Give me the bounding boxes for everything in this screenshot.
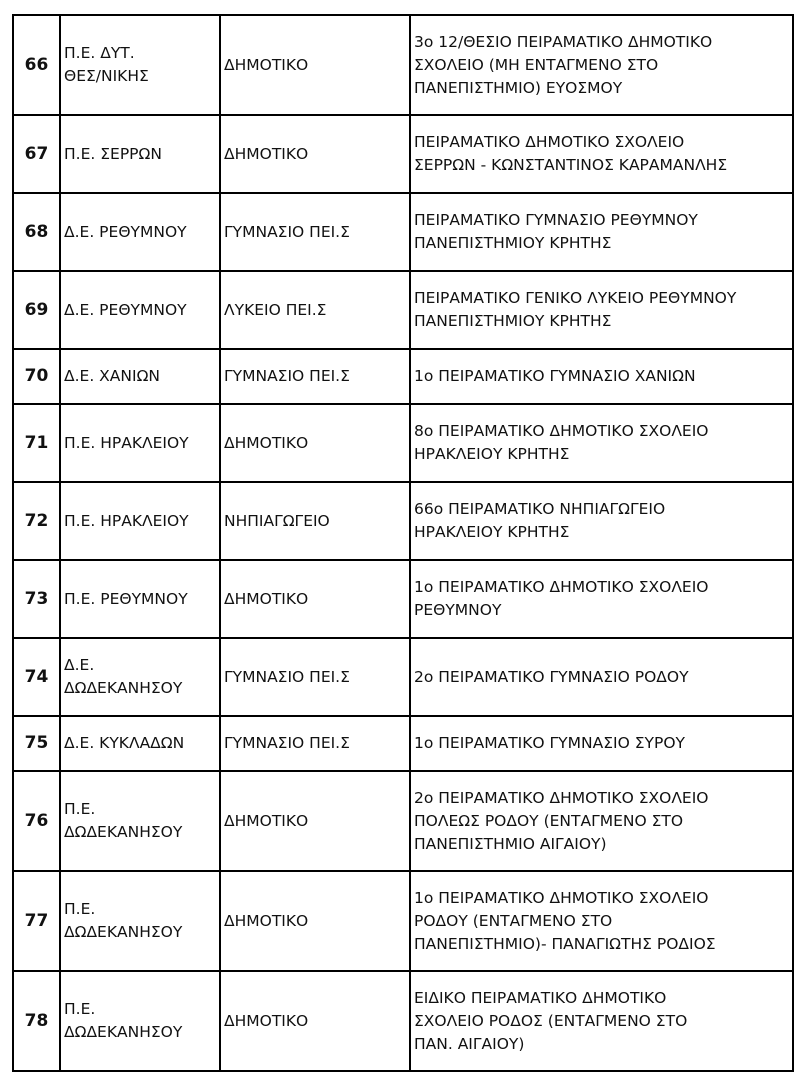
school-type-cell (220, 716, 410, 771)
directorate-cell-line: ΔΩΔΕΚΑΝΗΣΟΥ (64, 823, 183, 841)
row-number: 71 (13, 404, 60, 482)
directorate-cell-line: Π.Ε. ΗΡΑΚΛΕΙΟΥ (64, 433, 189, 452)
row-number: 70 (13, 349, 60, 404)
school-name-cell-line: 1ο ΠΕΙΡΑΜΑΤΙΚΟ ΓΥΜΝΑΣΙΟ ΧΑΝΙΩΝ (414, 367, 696, 385)
directorate-cell (60, 871, 220, 971)
directorate-cell (60, 349, 220, 404)
table-row (13, 871, 793, 971)
row-number: 77 (13, 871, 60, 971)
school-name-cell-line: ΕΙΔΙΚΟ ΠΕΙΡΑΜΑΤΙΚΟ ΔΗΜΟΤΙΚΟ (414, 988, 667, 1007)
directorate-cell-line: Π.Ε. ΗΡΑΚΛΕΙΟΥ (64, 511, 189, 530)
school-name-cell (410, 871, 793, 971)
table-row (13, 271, 793, 349)
school-type-cell (220, 560, 410, 638)
school-type-cell-line: ΔΗΜΟΤΙΚΟ (224, 1011, 309, 1030)
school-name-cell-line: ΠΑΝ. ΑΙΓΑΙΟΥ) (414, 1034, 525, 1053)
school-name-cell (410, 271, 793, 349)
row-number: 73 (13, 560, 60, 638)
schools-table (12, 14, 794, 1072)
school-type-cell-line: ΔΗΜΟΤΙΚΟ (224, 911, 309, 930)
row-number: 75 (13, 716, 60, 771)
directorate-cell-line: Π.Ε. (64, 900, 96, 918)
school-type-cell-line: ΓΥΜΝΑΣΙΟ ΠΕΙ.Σ (224, 734, 350, 752)
school-name-cell (410, 404, 793, 482)
school-type-cell (220, 15, 410, 115)
school-name-cell-line: ΠΑΝΕΠΙΣΤΗΜΙΟ) ΕΥΟΣΜΟΥ (414, 78, 623, 97)
row-number: 78 (13, 971, 60, 1071)
school-name-cell (410, 971, 793, 1071)
school-name-cell-line: ΠΑΝΕΠΙΣΤΗΜΙΟΥ ΚΡΗΤΗΣ (414, 312, 612, 330)
school-type-cell (220, 271, 410, 349)
table-row (13, 560, 793, 638)
directorate-cell-line: Δ.Ε. ΚΥΚΛΑΔΩΝ (64, 734, 185, 752)
row-number: 68 (13, 193, 60, 271)
table-row (13, 349, 793, 404)
row-number: 76 (13, 771, 60, 871)
directorate-cell (60, 15, 220, 115)
directorate-cell-line: ΔΩΔΕΚΑΝΗΣΟΥ (64, 679, 183, 697)
row-number: 67 (13, 115, 60, 193)
directorate-cell (60, 771, 220, 871)
school-name-cell-line: ΠΕΙΡΑΜΑΤΙΚΟ ΓΥΜΝΑΣΙΟ ΡΕΘΥΜΝΟΥ (414, 211, 698, 229)
table-row (13, 482, 793, 560)
table-row (13, 716, 793, 771)
school-name-cell-line: 3ο 12/ΘΕΣΙΟ ΠΕΙΡΑΜΑΤΙΚΟ ΔΗΜΟΤΙΚΟ (414, 32, 713, 51)
school-type-cell-line: ΔΗΜΟΤΙΚΟ (224, 811, 309, 830)
school-name-cell-line: ΡΟΔΟΥ (ΕΝΤΑΓΜΕΝΟ ΣΤΟ (414, 911, 613, 930)
school-type-cell (220, 404, 410, 482)
school-name-cell-line: 8ο ΠΕΙΡΑΜΑΤΙΚΟ ΔΗΜΟΤΙΚΟ ΣΧΟΛΕΙΟ (414, 422, 709, 440)
school-name-cell (410, 771, 793, 871)
school-name-cell-line: 1ο ΠΕΙΡΑΜΑΤΙΚΟ ΔΗΜΟΤΙΚΟ ΣΧΟΛΕΙΟ (414, 888, 709, 907)
school-name-cell-line: 66ο ΠΕΙΡΑΜΑΤΙΚΟ ΝΗΠΙΑΓΩΓΕΙΟ (414, 500, 666, 518)
school-name-cell (410, 15, 793, 115)
school-type-cell (220, 115, 410, 193)
directorate-cell (60, 193, 220, 271)
row-number: 72 (13, 482, 60, 560)
school-name-cell-line: ΗΡΑΚΛΕΙΟΥ ΚΡΗΤΗΣ (414, 445, 570, 463)
school-type-cell-line: ΔΗΜΟΤΙΚΟ (224, 589, 309, 608)
directorate-cell-line: Π.Ε. (64, 800, 96, 818)
table-row (13, 971, 793, 1071)
table-row (13, 404, 793, 482)
directorate-cell-line: Δ.Ε. (64, 656, 95, 674)
directorate-cell-line: ΘΕΣ/ΝΙΚΗΣ (64, 67, 149, 85)
table-row (13, 15, 793, 115)
school-name-cell (410, 193, 793, 271)
row-number: 74 (13, 638, 60, 716)
row-number: 66 (13, 15, 60, 115)
school-name-cell-line: ΠΕΙΡΑΜΑΤΙΚΟ ΔΗΜΟΤΙΚΟ ΣΧΟΛΕΙΟ (414, 133, 685, 151)
school-type-cell (220, 638, 410, 716)
school-type-cell-line: ΓΥΜΝΑΣΙΟ ΠΕΙ.Σ (224, 222, 350, 241)
school-type-cell (220, 482, 410, 560)
school-type-cell (220, 771, 410, 871)
schools-table-body (13, 15, 793, 1071)
school-type-cell (220, 349, 410, 404)
school-type-cell-line: ΔΗΜΟΤΙΚΟ (224, 55, 309, 74)
directorate-cell (60, 115, 220, 193)
row-number: 69 (13, 271, 60, 349)
school-type-cell-line: ΝΗΠΙΑΓΩΓΕΙΟ (224, 511, 330, 530)
school-name-cell-line: ΠΕΙΡΑΜΑΤΙΚΟ ΓΕΝΙΚΟ ΛΥΚΕΙΟ ΡΕΘΥΜΝΟΥ (414, 289, 737, 307)
directorate-cell-line: Δ.Ε. ΡΕΘΥΜΝΟΥ (64, 300, 187, 319)
school-name-cell (410, 115, 793, 193)
directorate-cell (60, 560, 220, 638)
directorate-cell (60, 271, 220, 349)
directorate-cell-line: Π.Ε. ΡΕΘΥΜΝΟΥ (64, 589, 188, 608)
directorate-cell-line: Π.Ε. ΣΕΡΡΩΝ (64, 144, 162, 163)
school-type-cell-line: ΓΥΜΝΑΣΙΟ ΠΕΙ.Σ (224, 367, 350, 385)
school-name-cell-line: ΣΕΡΡΩΝ - ΚΩΝΣΤΑΝΤΙΝΟΣ ΚΑΡΑΜΑΝΛΗΣ (414, 156, 728, 174)
school-name-cell-line: 1ο ΠΕΙΡΑΜΑΤΙΚΟ ΔΗΜΟΤΙΚΟ ΣΧΟΛΕΙΟ (414, 578, 709, 596)
school-name-cell-line: 1ο ΠΕΙΡΑΜΑΤΙΚΟ ΓΥΜΝΑΣΙΟ ΣΥΡΟΥ (414, 734, 685, 752)
table-row (13, 115, 793, 193)
school-name-cell-line: ΠΑΝΕΠΙΣΤΗΜΙΟ ΑΙΓΑΙΟΥ) (414, 834, 607, 853)
school-type-cell (220, 193, 410, 271)
directorate-cell (60, 404, 220, 482)
school-name-cell (410, 482, 793, 560)
directorate-cell (60, 638, 220, 716)
school-name-cell-line: 2ο ΠΕΙΡΑΜΑΤΙΚΟ ΔΗΜΟΤΙΚΟ ΣΧΟΛΕΙΟ (414, 788, 709, 807)
directorate-cell (60, 482, 220, 560)
directorate-cell-line: Δ.Ε. ΡΕΘΥΜΝΟΥ (64, 222, 187, 241)
directorate-cell (60, 716, 220, 771)
directorate-cell-line: ΔΩΔΕΚΑΝΗΣΟΥ (64, 1023, 183, 1041)
school-type-cell-line: ΔΗΜΟΤΙΚΟ (224, 144, 309, 163)
school-name-cell-line: 2ο ΠΕΙΡΑΜΑΤΙΚΟ ΓΥΜΝΑΣΙΟ ΡΟΔΟΥ (414, 667, 689, 686)
school-name-cell-line: ΗΡΑΚΛΕΙΟΥ ΚΡΗΤΗΣ (414, 523, 570, 541)
school-type-cell (220, 971, 410, 1071)
school-name-cell (410, 560, 793, 638)
table-row (13, 193, 793, 271)
school-name-cell (410, 349, 793, 404)
table-row (13, 771, 793, 871)
school-name-cell (410, 638, 793, 716)
school-name-cell-line: ΠΑΝΕΠΙΣΤΗΜΙΟ)- ΠΑΝΑΓΙΩΤΗΣ ΡΟΔΙΟΣ (414, 934, 716, 953)
school-name-cell-line: ΣΧΟΛΕΙΟ (ΜΗ ΕΝΤΑΓΜΕΝΟ ΣΤΟ (414, 55, 659, 74)
directorate-cell-line: Δ.Ε. ΧΑΝΙΩΝ (64, 367, 161, 385)
school-name-cell (410, 716, 793, 771)
school-type-cell-line: ΔΗΜΟΤΙΚΟ (224, 433, 309, 452)
school-name-cell-line: ΠΑΝΕΠΙΣΤΗΜΙΟΥ ΚΡΗΤΗΣ (414, 234, 612, 252)
school-type-cell-line: ΓΥΜΝΑΣΙΟ ΠΕΙ.Σ (224, 667, 350, 686)
directorate-cell-line: ΔΩΔΕΚΑΝΗΣΟΥ (64, 923, 183, 941)
directorate-cell (60, 971, 220, 1071)
table-row (13, 638, 793, 716)
school-type-cell-line: ΛΥΚΕΙΟ ΠΕΙ.Σ (224, 300, 327, 319)
directorate-cell-line: Π.Ε. ΔΥΤ. (64, 44, 135, 62)
school-name-cell-line: ΠΟΛΕΩΣ ΡΟΔΟΥ (ΕΝΤΑΓΜΕΝΟ ΣΤΟ (414, 811, 684, 830)
school-name-cell-line: ΣΧΟΛΕΙΟ ΡΟΔΟΣ (ΕΝΤΑΓΜΕΝΟ ΣΤΟ (414, 1011, 688, 1030)
directorate-cell-line: Π.Ε. (64, 1000, 96, 1018)
school-name-cell-line: ΡΕΘΥΜΝΟΥ (414, 601, 502, 619)
school-type-cell (220, 871, 410, 971)
